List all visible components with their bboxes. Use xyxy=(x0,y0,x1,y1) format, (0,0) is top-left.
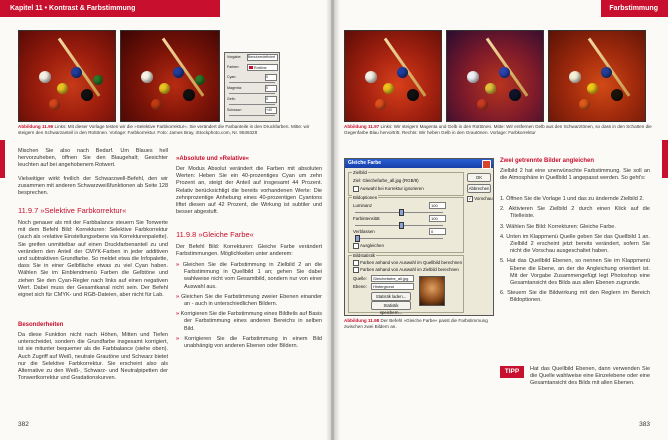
heading-two-images: Zwei getrennte Bilder angleichen xyxy=(500,158,595,164)
right-running-header: Farbstimmung xyxy=(601,0,668,17)
magenta-label: Magenta: xyxy=(227,86,242,90)
subheading-specials: Besonderheiten xyxy=(18,322,64,328)
right-page xyxy=(334,0,668,440)
right-edge-tab xyxy=(662,140,668,178)
red-swatch-icon xyxy=(249,66,253,69)
layer-label: Ebene: xyxy=(353,284,367,289)
billiard-photo-yellow-grays xyxy=(548,30,646,122)
fade-slider[interactable] xyxy=(355,238,443,239)
color-intensity-field[interactable]: 100 xyxy=(429,215,446,222)
match-color-dialog xyxy=(344,158,494,316)
save-statistics-button[interactable]: Statistik speichern... xyxy=(371,301,411,310)
para-specials: Da diese Funktion nicht nach Höhen, Mitten und Tiefen unterscheidet, sondern die Grundfarbe insgesamt korrigiert, ist sie mitunter bequemer als die Farbbalance (siehe oben). Auch Zugriff auf Weiß, neutrale Grautöne und Schwarz bietet nur die Selektive Farbkorrektur. Sie erscheint also als Alternative zu den Weiß-, Schwarz- und Neutralpipetten der Tonwertkorrektur und Gradationskurven. xyxy=(18,332,168,382)
cyan-slider[interactable] xyxy=(229,82,275,83)
black-slider[interactable] xyxy=(229,115,275,116)
steps-list xyxy=(500,196,650,308)
luminance-label: Luminanz xyxy=(353,203,373,208)
tip-badge: TIPP xyxy=(500,366,524,378)
list-item: » Korrigieren Sie die Farbstimmung in einem Bild unabhängig von anderen Ebenen oder Bildern. xyxy=(176,336,322,350)
ignore-selection-checkbox[interactable]: Auswahl bei Korrektur ignorieren xyxy=(353,186,424,192)
preview-checkbox[interactable]: ✓ Vorschau xyxy=(468,196,493,202)
target-image-group xyxy=(348,172,464,196)
target-group-label: Zielbild xyxy=(353,170,367,175)
luminance-field[interactable]: 100 xyxy=(429,202,446,209)
heading-absolute-relative: »Absolute und »Relative« xyxy=(176,156,250,162)
section-heading-match-color: 11.9.8 »Gleiche Farbe« xyxy=(176,230,254,239)
color-intensity-label: Farbintensität xyxy=(353,216,380,221)
page-number-right: 383 xyxy=(639,421,650,428)
book-gutter xyxy=(326,0,340,440)
image-statistics-group xyxy=(348,255,464,313)
target-selection-checkbox[interactable]: Farben anhand von Auswahl im Zielbild berechnen xyxy=(353,267,459,273)
para-match-color: Der Befehl Bild: Korrekturen: Gleiche Farbe verändert Farbstimmungen. Möglichkeiten unter anderem: xyxy=(176,244,322,258)
preset-select[interactable]: Benutzerdefiniert xyxy=(247,54,278,61)
black-value[interactable]: +40 xyxy=(265,107,277,114)
list-item: 4. Unten im Klappmenü Quelle geben Sie das Quellbild 1 an. Zielbild 2 erscheint jetzt bereits verändert, sofern Sie nicht die Vorschau ausgeschaltet haben. xyxy=(500,233,650,255)
para-blackwhite: Vielseitiger wirkt freilich der Schwarzwell-Befehl, den wir zusammen mit anderen Schwarzweißfunktionen ab Seite 128 besprechen. xyxy=(18,176,168,197)
close-icon[interactable] xyxy=(482,160,491,169)
left-edge-tab xyxy=(0,140,5,178)
yellow-value[interactable]: 0 xyxy=(265,96,277,103)
neutralize-checkbox[interactable]: Ausgleichen xyxy=(353,243,384,249)
bullet-list xyxy=(176,262,322,353)
para-selective: Noch genauer als mit der Farbbalance steuern Sie Tonwerte mit dem Befehl Bild: Korrekturen: Selektive Farbkorrektur (auch als »relative Einstellungsebene via Korrekturenpalette). Sie greifen unmittelbar auf einen Druckfarbenanteil zu und verändern den Anteil der CMYK-Farben in jeder additiven und subtraktiven Grundfarbe. So meldet etwa die Infopalette, dass Sie in einer Gelbfläche etwas zu viel Cyan haben. Wählen Sie im Einblendmenü Farben die Gelbtöne und ziehen Sie den Cyan-Regler nach links auf einen negativen Wert. Dabei muss der Gesamtkanal nicht sein. Der Befehl eignet sich für CMYK- und RGB-Dateien, aber nicht für Lab. xyxy=(18,220,168,299)
colors-label: Farben: xyxy=(227,65,240,69)
section-heading-selective: 11.9.7 »Selektive Farbkorrektur« xyxy=(18,206,127,215)
source-selection-checkbox[interactable]: Farben anhand von Auswahl im Quellbild berechnen xyxy=(353,260,462,266)
para-absolute-relative: Der Modus Absolut verändert die Farben mit absoluten Werten: Heben Sie ein 40-prozentiges Cyan um zehn Prozent an, steigt der Anteil auf insgesamt 44 Prozent. Relativ berücksichtigt die bereits vorhandenen Werte: Die zehnprozentige Anhebung eines 40-prozentigen Cyantons liftet diesen auf 42 Prozent, die Wirkung ist subtiler und besser abgestuft. xyxy=(176,166,322,216)
billiard-photo-original xyxy=(18,30,116,122)
color-intensity-slider[interactable] xyxy=(355,225,443,226)
para-two-images: Zielbild 2 hat eine unerwünschte Farbstimmung. Sie soll an die Atmosphäre in Quellbild 1 angepasst werden. So geht's: xyxy=(500,168,650,182)
dialog-titlebar: Gleiche Farbe xyxy=(345,159,493,168)
left-page xyxy=(0,0,331,440)
image-statistics-label: Bildstatistik xyxy=(353,253,375,258)
yellow-label: Gelb: xyxy=(227,97,236,101)
list-item: 3. Wählen Sie Bild: Korrekturen: Gleiche Farbe. xyxy=(500,223,616,230)
magenta-value[interactable]: 0 xyxy=(265,85,277,92)
source-thumbnail xyxy=(419,276,445,306)
billiard-photo-magenta-yellow xyxy=(344,30,442,122)
para-mix: Mischen Sie also nach Bedarf. Um Blaues hell hervorzuheben, öffnen Sie den Blaugehalt; Gesichter leuchten auf bei angehobenem Rotwert. xyxy=(18,148,168,169)
source-label: Quelle: xyxy=(353,276,367,281)
billiard-photo-corrected xyxy=(120,30,220,122)
preset-label: Vorgabe: xyxy=(227,55,242,59)
tip-text: Hat das Quellbild Ebenen, dann verwenden Sie die Quelle wahlweise eine Einzelebene oder eine Gesamtansicht des Bilds mit allen Ebenen. xyxy=(530,366,650,387)
fade-field[interactable]: 0 xyxy=(429,228,446,235)
colors-value: Rottöne xyxy=(254,66,267,70)
cyan-label: Cyan: xyxy=(227,75,237,79)
luminance-slider[interactable] xyxy=(355,212,443,213)
yellow-slider[interactable] xyxy=(229,104,275,105)
list-item: 2. Aktivieren Sie Zielbild 2 durch einen Klick auf die Titelleiste. xyxy=(500,206,650,220)
fade-label: Verblassen xyxy=(353,229,375,234)
billiard-photo-blue-shadows xyxy=(446,30,544,122)
load-statistics-button[interactable]: Statistik laden... xyxy=(371,292,411,301)
black-label: Schwarz: xyxy=(227,108,242,112)
left-running-header: Kapitel 11 • Kontrast & Farbstimmung xyxy=(0,0,220,17)
list-item: 6. Steuern Sie die Bildwirkung mit den Reglern im Bereich Bildoptionen. xyxy=(500,290,650,304)
figure-caption-11-97: Abbildung 11.97 Links: Wir steigern Magenta und Gelb in den Rottönen. Mitte: Wir entfernen Gelb aus den Schwarztönen, so dass in den Schatten die Gegenfarbe Blau hervortritt. Rechts: Wir heben Gelb in den Grautönen. Vorlage: Farbkorrektur xyxy=(344,124,652,136)
list-item: 1. Öffnen Sie die Vorlage 1 und das zu ändernde Zielbild 2. xyxy=(500,196,644,202)
cancel-button[interactable]: Abbrechen xyxy=(468,186,490,191)
magenta-slider[interactable] xyxy=(229,93,275,94)
selective-color-panel xyxy=(224,52,280,122)
list-item: 5. Hat das Quellbild Ebenen, so nennen Sie im Klappmenü Ebene die Ebene, an der die Angleichung orientiert ist. Mit der Vorgabe Zusammengefügt legt Photoshop eine Gesamtansicht des Bilds aus allen Ebenen zugrunde. xyxy=(500,258,650,287)
layer-select[interactable]: Hintergrund xyxy=(371,283,414,290)
figure-caption-11-96: Abbildung 11.96 Links: Mit dieser Vorlage testen wir die »Selektive Farbkorrektur«. Sie verändert die Farbanteile in den Druckfarben. Mitte: wir steigern den Schwarzanteil in den Rottönen. Vorlage: Farbkorrektur. Foto: James Bray, iStockphoto.com, Nr. 9536328 xyxy=(18,124,310,136)
list-item: » Korrigieren Sie die Farbstimmung eines Bildteils auf Basis der Farbstimmung eines anderen Bereichs in selben Bild. xyxy=(176,311,322,333)
page-number-left: 382 xyxy=(18,421,29,428)
image-options-group xyxy=(348,197,464,253)
list-item: » Gleichen Sie die Farbstimmung zweier Ebenen einander an - auch in unterschiedlichen Bildern. xyxy=(176,294,322,308)
source-select[interactable]: Gleichefarbe_all.jpg xyxy=(371,275,414,282)
target-value: Ziel: Gleichefarbe_all.jpg (RGB/8) xyxy=(353,178,419,183)
colors-select[interactable] xyxy=(247,64,278,71)
image-options-label: Bildoptionen xyxy=(353,195,378,200)
figure-caption-11-98: Abbildung 11.98 Der Befehl »Gleiche Farbe« passt die Farbstimmung zwischen zwei Bildern an. xyxy=(344,318,488,330)
list-item: » Gleichen Sie die Farbstimmung in Zielbild 2 an die Farbstimmung in Quellbild 1 an; gehen Sie dabei wahlweise nicht vom Gesamtbild, sondern nur von einer Auswahl aus. xyxy=(176,262,322,291)
ok-button[interactable]: OK xyxy=(467,173,491,182)
cyan-value[interactable]: 0 xyxy=(265,74,277,81)
